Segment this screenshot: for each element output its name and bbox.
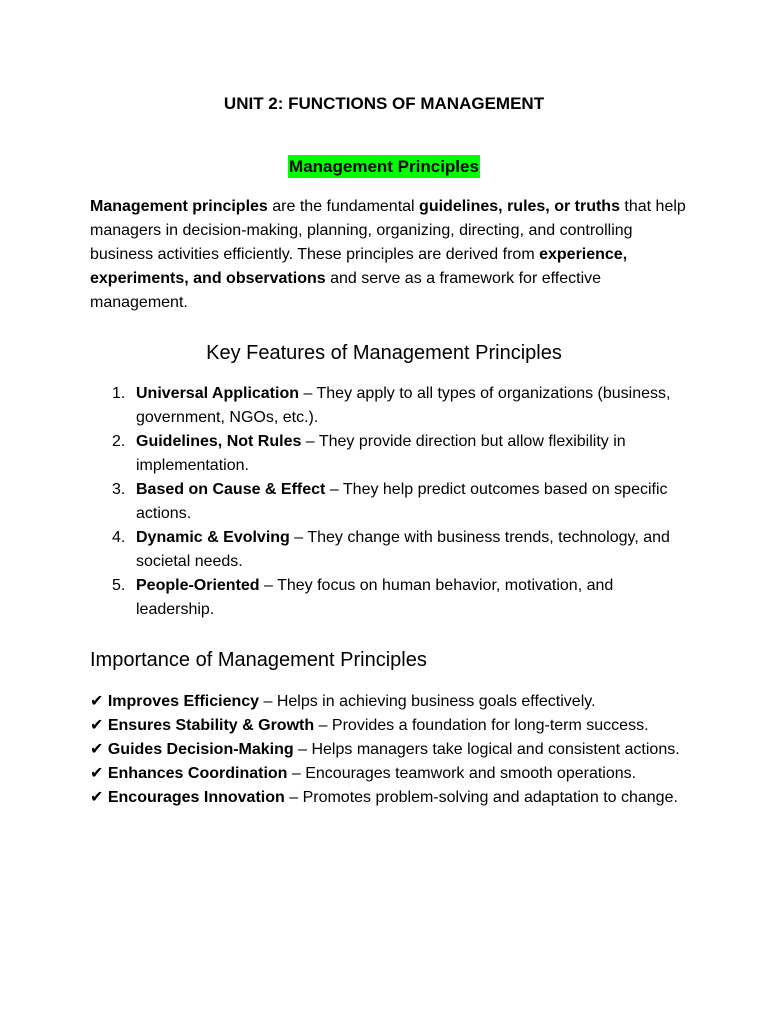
feature-desc: – They help predict outcomes based on specific actions. [136,481,668,522]
feature-number: 3. [112,481,126,498]
importance-title: Enhances Coordination [107,765,288,782]
importance-item [90,690,688,714]
feature-desc: – They apply to all types of organizations (business, government, NGOs, etc.). [136,385,671,426]
feature-item [90,430,688,478]
intro-text-2: that help managers in decision-making, planning, organizing, directing, and controlling business activities efficiently. These principles are derived from [90,198,686,263]
feature-number: 1. [112,385,126,402]
importance-desc: – Helps managers take logical and consistent actions. [293,741,680,758]
check-icon: ✔ [90,693,104,710]
feature-item [90,526,688,574]
importance-title: Ensures Stability & Growth [107,717,315,734]
importance-item [90,762,688,786]
importance-desc: – Promotes problem-solving and adaptation to change. [284,789,678,806]
feature-title: Dynamic & Evolving [136,529,290,546]
feature-title: Based on Cause & Effect [136,481,326,498]
intro-key-phrase: guidelines, rules, or truths [419,198,620,215]
intro-sources: experience, experiments, and observations [90,246,628,287]
intro-text-3: and serve as a framework for effective management. [90,270,602,311]
feature-number: 4. [112,529,126,546]
importance-heading: Importance of Management Principles [90,649,427,671]
check-icon: ✔ [90,741,104,758]
intro-term: Management principles [90,198,268,215]
check-icon: ✔ [90,765,104,782]
importance-title: Guides Decision-Making [107,741,294,758]
feature-desc: – They provide direction but allow flexibility in implementation. [136,433,626,474]
feature-title: Universal Application [136,385,299,402]
section-title-wrap [90,155,678,178]
importance-title: Improves Efficiency [107,693,260,710]
feature-title: People-Oriented [136,577,260,594]
feature-desc: – They focus on human behavior, motivation, and leadership. [136,577,614,618]
feature-desc: – They change with business trends, technology, and societal needs. [136,529,670,570]
intro-text-1: are the fundamental [267,198,420,215]
importance-item [90,786,688,810]
feature-number: 2. [112,433,126,450]
key-features-heading: Key Features of Management Principles [206,342,562,364]
feature-number: 5. [112,577,126,594]
importance-item [90,738,688,762]
check-icon: ✔ [90,717,104,734]
check-icon: ✔ [90,789,104,806]
importance-list [90,690,688,810]
importance-item [90,714,688,738]
feature-item [90,382,688,430]
intro-paragraph [90,195,688,315]
key-features-list [90,382,688,622]
section-title-highlighted: Management Principles [289,157,479,176]
feature-item [90,574,688,622]
importance-desc: – Provides a foundation for long-term success. [314,717,649,734]
feature-item [90,478,688,526]
importance-desc: – Helps in achieving business goals effectively. [259,693,596,710]
importance-desc: – Encourages teamwork and smooth operations. [287,765,637,782]
unit-title: UNIT 2: FUNCTIONS OF MANAGEMENT [223,94,545,113]
feature-title: Guidelines, Not Rules [136,433,302,450]
importance-title: Encourages Innovation [107,789,285,806]
